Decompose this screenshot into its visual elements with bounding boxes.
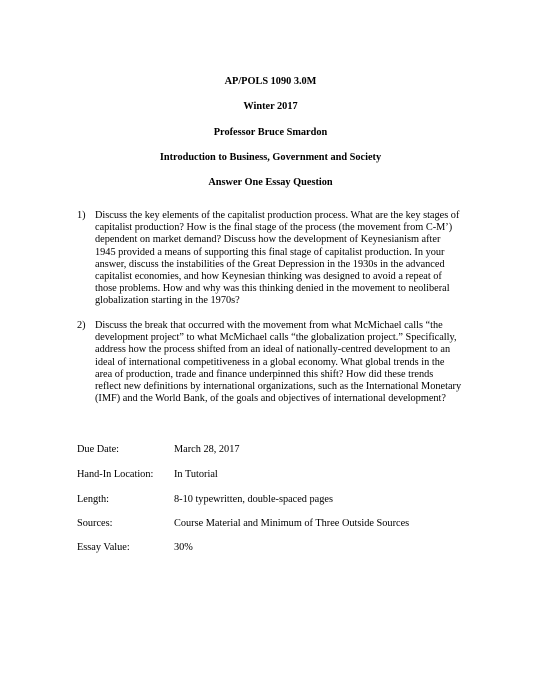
- essay-question-1: [77, 210, 462, 308]
- detail-value: March 28, 2017: [174, 444, 240, 455]
- essay-question-2: [77, 320, 462, 405]
- detail-value: In Tutorial: [174, 469, 218, 480]
- detail-label: Essay Value:: [77, 542, 130, 553]
- detail-value: 30%: [174, 542, 193, 553]
- detail-value: Course Material and Minimum of Three Outside Sources: [174, 518, 410, 529]
- term: Winter 2017: [243, 101, 298, 112]
- question-text: Discuss the key elements of the capitalist production process. What are the key stages of capitalist production? How is the final stage of the process (the movement from C-M’) dependent on market demand? Discuss how the development of Keynesianism after 1945 provided a means of supporting this final stage of capitalist production. In your answer, discuss the instabilities of the Great Depression in the 1930s in the advanced capitalist economies, and how Keynesian thinking was designed to avoid a repeat of those problems. How and why was this thinking denied in the movement to neoliberal globalization starting in the 1970s?: [95, 210, 460, 307]
- question-number: 1): [77, 210, 86, 221]
- detail-label: Sources:: [77, 518, 113, 529]
- detail-label: Due Date:: [77, 444, 120, 455]
- question-number: 2): [77, 320, 86, 331]
- assignment-instruction: Answer One Essay Question: [208, 177, 333, 188]
- course-code: AP/POLS 1090 3.0M: [224, 76, 317, 87]
- detail-label: Hand-In Location:: [77, 469, 154, 480]
- professor-name: Professor Bruce Smardon: [213, 127, 328, 138]
- question-text: Discuss the break that occurred with the movement from what McMichael calls “the development project” to what McMichael calls “the globalization project.” Specifically, address how the process shifted from an ideal of nationally-centred development to an ideal of international competitiveness in a global economy. What global trends in the area of production, trade and finance underpinned this shift? How did these trends reflect new definitions by international organizations, such as the International Monetary (IMF) and the World Bank, of the goals and objectives of international development?: [95, 320, 462, 405]
- detail-value: 8-10 typewritten, double-spaced pages: [174, 494, 333, 505]
- detail-label: Length:: [77, 494, 110, 505]
- course-title: Introduction to Business, Government and Society: [159, 152, 382, 163]
